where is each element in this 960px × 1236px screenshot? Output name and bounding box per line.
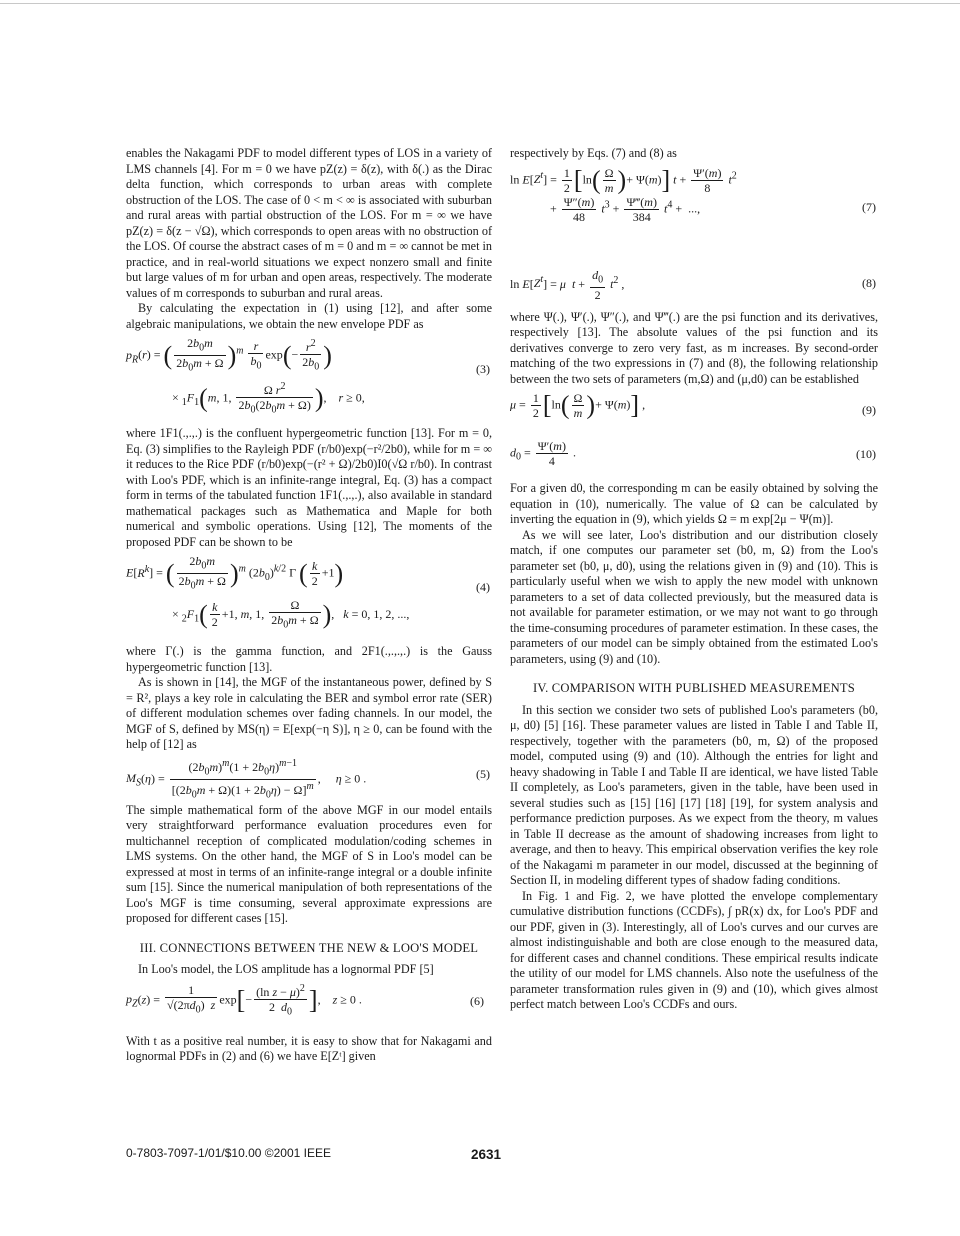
paragraph: As we will see later, Loo's distribution and our distribution closely match, if one computes our parameter set (b0, m, Ω) from the Loo's parameter set (b0, μ, d0), using the relations given in (9) and (10). This is particularly useful when we wish to apply the new model with unknown parameters to a set of data collected previously, but the measured data is not available for parameter estimation, or we may not want to go through the time-consuming procedures of parameter estimation. In these cases, the parameters of our model can be simply obtained from the estimated Loo's parameters, using (9) and (10). [510,527,878,666]
equation-7: $\ln E[Z^t]$ = $\frac{1}{2}$ [ln( $\frac{\Omega}{m}$ )+ Ψ(m)] t + $\frac{\Psi'(m)}{8}$ $t^2$ + $\frac{\Psi''(m)}{48}$ $t^3$ + $\frac{\Psi‴(m)}{384}$ $t^4$ + ..., (7) [510,165,876,224]
paragraph: With t as a positive real number, it is easy to show that for Nakagami and lognormal PDFs in (2) and (6) we have E[Zᵗ] given [126,1033,492,1063]
section-heading: III. CONNECTIONS BETWEEN THE NEW & LOO'S MODEL [139,940,479,955]
copyright-footer: 0-7803-7097-1/01/$10.00 ©2001 IEEE [126,1146,331,1160]
paragraph: As is shown in [14], the MGF of the instantaneous power, defined by S = R², plays a key role in calculating the BER and symbol error rate (SER) of different modulation schemes over fading channels. In our model, the MGF of S, defined by MS(η) = E[exp(−η S)], η ≥ 0, can be found with the help of [12] as [126,675,492,751]
equation-8: $\ln E[Z^t] = \mu$ t + $\frac{d_0}{2}$ $t^2$ , (8) [510,267,876,302]
equation-number: (10) [856,447,876,461]
paragraph: The simple mathematical form of the above MGF in our model entails very straightforward performance evaluation procedures even for multichannel reception of complicated modulation/coding schemes in LMS systems. On the other hand, the MGF of S in Loo's model can be expressed at most in terms of an infinite-range integral or a double infinite sum [15]. Since the numerical manipulation of both representations of the Loo's MGF is time consuming, several approximate expressions are proposed for different cases [15]. [126,802,492,925]
equation-number: (7) [862,199,876,214]
equation-3: $p_R(r)$ = ( $\frac{2b_0m}{2b_0m + \Omega}$ )$^m$ $\frac{r}{b_0}$ exp(− $\frac{r^2}{2b_0}$ ) × $_1F_1(m$, 1, $\frac{\Omega r^2}{2b_0(2b_0m + \Omega)}$ ), r ≥ 0, (3) [126,336,490,416]
paragraph: where Ψ(.), Ψ′(.), Ψ″(.), and Ψ‴(.) are the psi function and its derivatives, respectively [13]. The absolute values of the psi function and its derivatives converge to zero very fast, as m increases. By second-order matching of the two expressions in (7) and (8), the following relationship between the two sets of parameters (m,Ω) and (μ,d0) can be established [510,309,878,386]
left-column [126,146,492,1065]
equation-10: $d_0$ = $\frac{\Psi'(m)}{4}$ . (10) [510,439,876,468]
equation-number: (3) [476,362,490,376]
equation-6: $p_Z(z)$ = $\frac{1}{√(2\pi d_0) z}$ exp[− $\frac{(\ln z - \mu)^2}{2 d_0}$ ], z ≥ 0 . (6) [126,982,484,1017]
equation-5: $M_S(\eta)$ = $\frac{(2b_0m)^m(1 + 2b_0\eta)^{m-1}}{[(2b_0m + \Omega)(1 + 2b_0\eta) - \Omega]^m}$ , η ≥ 0 . (5) [126,757,490,801]
equation-number: (5) [476,766,490,781]
paragraph: In Fig. 1 and Fig. 2, we have plotted the envelope complementary cumulative distribution functions (CCDFs), ∫ pR(x) dx, for Loo's PDF and our PDF, given in (3). Interestingly, all of Loo's curves and our curves are almost indistinguishable and both are close enough to the measured data, for different cases and channel conditions. These empirical results indicate the utility of our model for LMS channels. Also note the usefulness of the parameter transformation rules given in (9) and (10), which gives almost perfect match between Loo's CCDFs and ours. [510,888,878,1011]
equation-number: (8) [862,275,876,290]
section-heading: IV. COMPARISON WITH PUBLISHED MEASUREMENTS [533,681,855,695]
page-number: 2631 [471,1147,502,1162]
equation-number: (6) [470,993,484,1008]
equation-9: μ = $\frac{1}{2}$ [ln( $\frac{\Omega}{m}$ )+ Ψ(m)] , (9) [510,390,876,420]
paragraph: In this section we consider two sets of published Loo's parameters (b0, μ, d0) [5] [16]. These parameter values are listed in Table I and Table II, respectively, together with the parameters (b0, m, Ω) of the proposed model, computed using (9) and (10). Although the entries for light and heavy shadowing in Table I and Table II are identical, we have listed Table II completely, as Loo's parameters, given in the table, have been used in several studies such as [15] [16] [17] [18] [19], for system analysis and performance prediction purposes. As we expect from the theory, m values in Table II decrease as the amount of shadowing increases from light to average, and then to heavy. This empirical observation verifies the key role of the Nakagami m parameter in our model, discussed at the beginning of Section II, in modeling different types of shadow fading conditions. [510,702,878,887]
equation-number: (4) [476,580,490,594]
paragraph: In Loo's model, the LOS amplitude has a lognormal PDF [5] [138,962,434,976]
top-rule [0,3,960,4]
equation-4: $E[R^k]$ = ( $\frac{2b_0m}{2b_0m + \Omega}$ )$^m$ $(2b_0)^{k/2}$ Γ ( $\frac{k}{2}$ +1) × $_2F_1$( $\frac{k}{2}$ +1, m, 1, $\frac{\Omega}{2b_0m + \Omega}$ ), k = 0, 1, 2, ..., (4) [126,554,490,631]
equation-number: (9) [862,403,876,417]
paragraph: where Γ(.) is the gamma function, and 2F1(.,.,.,.) is the Gauss hypergeometric function [13]. [126,644,492,674]
right-column [510,146,878,1013]
paragraph: For a given d0, the corresponding m can be easily obtained by solving the equation in (10), numerically. The value of Ω can be calculated by inverting the equation in (9), which yields Ω = m exp[2μ − Ψ(m)]. [510,481,878,526]
paragraph: where 1F1(.,.,.) is the confluent hypergeometric function [13]. For m = 0, Eq. (3) simplifies to the Rayleigh PDF (r/b0)exp(−r²/2b0), while for m = ∞ it reduces to the Rice PDF (r/b0)exp(−(r² + Ω)/2b0)I0(√Ω r/b0). In contrast with Loo's PDF, which is an infinite-range integral, Eq. (3) has a compact form in terms of the tabulated function 1F1(.,.,.), also available in standard mathematical packages such as Mathematica and Maple for both numerical and symbolic operations. Using [12], The moments of the proposed PDF can be shown to be [126,426,492,549]
paragraph: enables the Nakagami PDF to model different types of LOS in a variety of LMS channels [4]. For m = 0 we have pZ(z) = δ(z), with δ(.) as the Dirac delta function, which corresponds to urban areas with complete obstruction of the LOS. The case of 0 < m < ∞ is associated with suburban and rural areas with partial obstruction of the LOS. For m = ∞ we have pZ(z) = δ(z − √Ω), which corresponds to open areas with no obstruction of the LOS. Of course the abstract cases of m = 0 and m = ∞ cannot be met in practice, and in real-world situations we expect nonzero small and finite but large values of m for urban and open areas, respectively. The moderate values of m corresponds to suburban and rural areas. [126,146,492,300]
paragraph: respectively by Eqs. (7) and (8) as [510,146,677,160]
paragraph: By calculating the expectation in (1) using [12], and after some algebraic manipulations, we obtain the new envelope PDF as [126,301,492,331]
